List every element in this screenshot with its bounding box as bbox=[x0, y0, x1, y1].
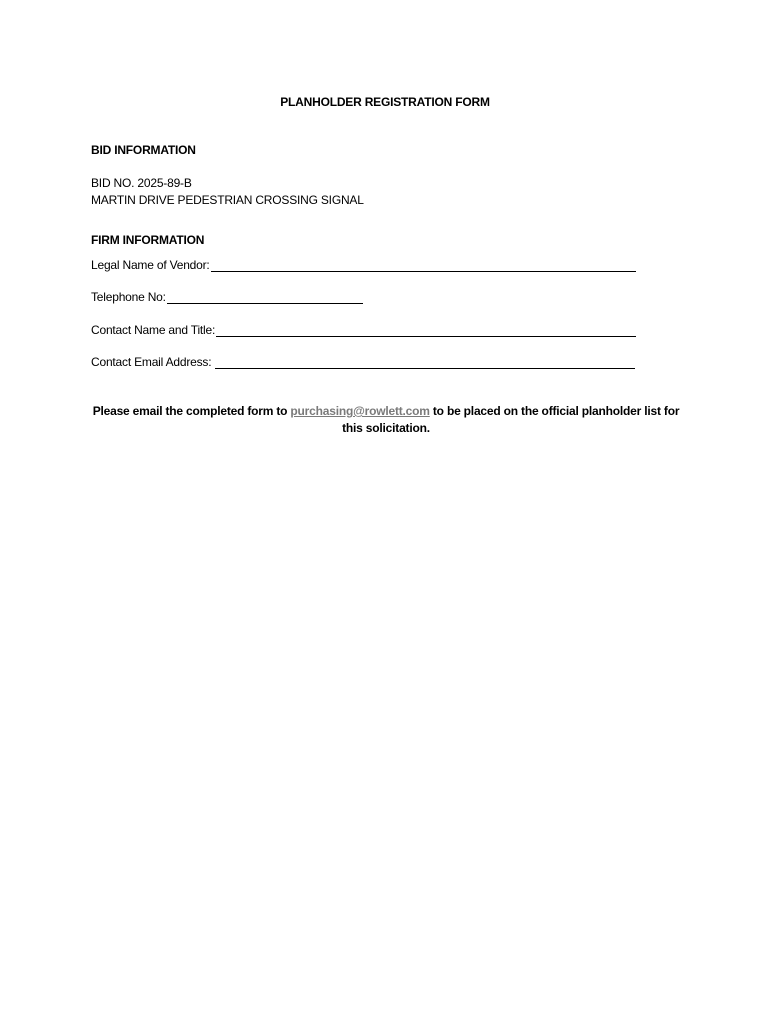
submission-notice bbox=[91, 403, 681, 437]
telephone-field-row bbox=[91, 290, 363, 304]
telephone-label: Telephone No: bbox=[91, 290, 166, 304]
notice-suffix: to be placed on the official planholder list for this solicitation. bbox=[342, 404, 680, 435]
legal-name-field-row bbox=[91, 258, 636, 272]
notice-prefix: Please email the completed form to bbox=[92, 404, 291, 418]
bid-information-heading: BID INFORMATION bbox=[91, 143, 196, 157]
project-name: MARTIN DRIVE PEDESTRIAN CROSSING SIGNAL bbox=[91, 193, 364, 207]
contact-name-field-row bbox=[91, 323, 636, 337]
legal-name-label: Legal Name of Vendor: bbox=[91, 258, 210, 272]
telephone-input-line[interactable] bbox=[167, 291, 363, 304]
contact-email-label: Contact Email Address: bbox=[91, 355, 212, 369]
contact-email-input-line[interactable] bbox=[215, 356, 635, 369]
firm-information-heading: FIRM INFORMATION bbox=[91, 233, 205, 247]
bid-number: BID NO. 2025-89-B bbox=[91, 176, 192, 190]
contact-email-field-row bbox=[91, 355, 635, 369]
purchasing-email-link[interactable]: purchasing@rowlett.com bbox=[290, 404, 430, 418]
legal-name-input-line[interactable] bbox=[211, 259, 636, 272]
contact-name-input-line[interactable] bbox=[216, 324, 636, 337]
form-title: PLANHOLDER REGISTRATION FORM bbox=[280, 95, 490, 109]
contact-name-label: Contact Name and Title: bbox=[91, 323, 216, 337]
